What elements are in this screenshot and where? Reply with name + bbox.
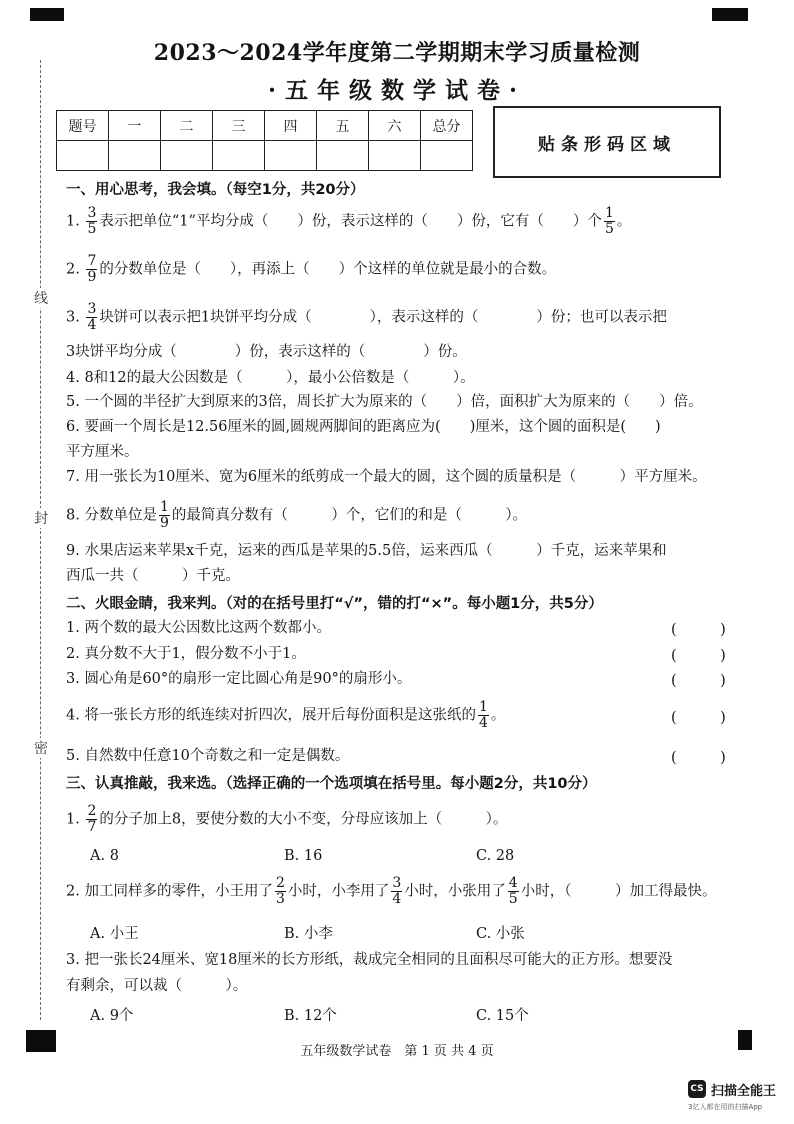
page-footer: 五年级数学试卷 第 1 页 共 4 页 xyxy=(300,1044,494,1059)
score-table-header: 一 xyxy=(109,111,161,141)
c1-number: 1. xyxy=(66,811,80,828)
denominator: 4 xyxy=(478,715,488,731)
fraction xyxy=(508,876,519,907)
fill-question-6-cont: 平方厘米。 xyxy=(66,444,139,460)
numerator: 1 xyxy=(159,499,169,515)
denominator: 4 xyxy=(392,891,402,907)
judge-question-2: 2. 真分数不大于1，假分数不小于1。 xyxy=(66,646,306,662)
fraction xyxy=(86,206,97,237)
q2-text: 的分数单位是（ ），再添上（ ）个这样的单位就是最小的合数。 xyxy=(99,261,557,278)
q2-number: 2. xyxy=(66,261,80,278)
q1-text: 表示把单位“1”平均分成（ ）份，表示这样的（ ）份，它有（ ）个 xyxy=(99,213,602,230)
numerator: 3 xyxy=(392,875,402,891)
choice-question-2 xyxy=(66,876,716,907)
scan-marker-top-left xyxy=(30,8,64,21)
answer-parens[interactable]: ( ) xyxy=(671,673,726,689)
fraction xyxy=(391,876,402,907)
fraction xyxy=(159,500,170,531)
denominator: 9 xyxy=(87,269,97,285)
fraction xyxy=(604,206,615,237)
denominator: 5 xyxy=(508,891,518,907)
score-cell[interactable] xyxy=(109,141,161,171)
score-table-header-row xyxy=(57,111,473,141)
scan-marker-top-right xyxy=(712,8,748,21)
choice-option-b[interactable]: B. 12个 xyxy=(284,1008,337,1024)
fill-question-6: 6. 要画一个周长是12.56厘米的圆,圆规两脚间的距离应为( )厘米，这个圆的面积是( ) xyxy=(66,419,661,435)
c2-text-2: 小时，小李用了 xyxy=(287,883,390,900)
c2-text-4: 小时，（ ）加工得最快。 xyxy=(520,883,717,900)
fraction xyxy=(478,700,489,731)
c1-text: 的分子加上8，要使分数的大小不变，分母应该加上（ ）。 xyxy=(99,811,508,828)
numerator: 4 xyxy=(508,875,518,891)
score-cell[interactable] xyxy=(369,141,421,171)
fraction xyxy=(275,876,286,907)
answer-parens[interactable]: ( ) xyxy=(671,750,726,766)
fill-question-9-cont: 西瓜一共（ ）千克。 xyxy=(66,568,240,584)
score-table-header: 三 xyxy=(213,111,265,141)
score-table-header: 二 xyxy=(161,111,213,141)
j4-text: 4. 将一张长方形的纸连续对折四次，展开后每份面积是这张纸的 xyxy=(66,707,476,724)
numerator: 7 xyxy=(87,253,97,269)
answer-parens[interactable]: ( ) xyxy=(671,622,726,638)
score-table-score-row xyxy=(57,141,473,171)
watermark-app-name: 扫描全能王 xyxy=(711,1084,777,1099)
choice-option-a[interactable]: A. 小王 xyxy=(90,926,139,942)
fill-question-7: 7. 用一张长为10厘米、宽为6厘米的纸剪成一个最大的圆，这个圆的质量积是（ ）平方厘米。 xyxy=(66,469,707,485)
binding-line xyxy=(40,60,41,1020)
judge-question-3: 3. 圆心角是60°的扇形一定比圆心角是90°的扇形小。 xyxy=(66,671,412,687)
j4-end: 。 xyxy=(490,707,506,724)
q8-text-end: 的最简真分数有（ ）个，它们的和是（ ）。 xyxy=(171,507,528,524)
q3-text: 块饼可以表示把1块饼平均分成（ ），表示这样的（ ）份；也可以表示把 xyxy=(99,309,667,326)
score-cell[interactable] xyxy=(265,141,317,171)
numerator: 2 xyxy=(275,875,285,891)
score-table-header: 六 xyxy=(369,111,421,141)
denominator: 9 xyxy=(159,515,169,531)
camscanner-logo-icon: CS xyxy=(688,1080,706,1098)
score-cell[interactable] xyxy=(317,141,369,171)
numerator: 1 xyxy=(478,699,488,715)
exam-subtitle: ·五年级数学试卷· xyxy=(267,77,526,104)
numerator: 3 xyxy=(87,205,97,221)
choice-question-3-cont: 有剩余，可以裁（ ）。 xyxy=(66,978,248,994)
fill-question-3 xyxy=(66,302,667,333)
c2-text-3: 小时，小张用了 xyxy=(404,883,506,900)
section-1-heading: 一、用心思考，我会填。（每空1分，共20分） xyxy=(66,182,365,198)
judge-question-1: 1. 两个数的最大公因数比这两个数都小。 xyxy=(66,620,331,636)
score-cell[interactable] xyxy=(421,141,473,171)
denominator: 4 xyxy=(87,317,97,333)
score-cell[interactable] xyxy=(57,141,109,171)
numerator: 1 xyxy=(604,205,614,221)
denominator: 5 xyxy=(87,221,97,237)
choice-option-b[interactable]: B. 16 xyxy=(284,848,323,864)
denominator: 3 xyxy=(275,891,285,907)
fraction xyxy=(86,254,97,285)
choice-option-c[interactable]: C. 小张 xyxy=(476,926,525,942)
fill-question-8 xyxy=(66,500,527,531)
fill-question-4: 4. 8和12的最大公因数是（ ），最小公倍数是（ ）。 xyxy=(66,370,475,386)
choice-question-3: 3. 把一张长24厘米、宽18厘米的长方形纸，裁成完全相同的且面积尽可能大的正方形。想要没 xyxy=(66,952,673,968)
choice-option-b[interactable]: B. 小李 xyxy=(284,926,333,942)
score-table-header: 题号 xyxy=(57,111,109,141)
c2-text-1: 2. 加工同样多的零件，小王用了 xyxy=(66,883,273,900)
numerator: 2 xyxy=(87,803,97,819)
choice-question-1 xyxy=(66,804,507,835)
fill-question-5: 5. 一个圆的半径扩大到原来的3倍，周长扩大为原来的（ ）倍，面积扩大为原来的（ ）倍。 xyxy=(66,394,703,410)
binding-label-seal: 封 xyxy=(34,508,48,528)
barcode-area xyxy=(493,106,721,178)
binding-label-secret: 密 xyxy=(34,738,48,758)
section-2-heading: 二、火眼金睛，我来判。（对的在括号里打“√”，错的打“×”。每小题1分，共5分） xyxy=(66,596,603,612)
section-3-heading: 三、认真推敲，我来选。（选择正确的一个选项填在括号里。每小题2分，共10分） xyxy=(66,776,597,792)
score-cell[interactable] xyxy=(161,141,213,171)
exam-title: 2023～2024学年度第二学期期末学习质量检测 xyxy=(153,40,641,66)
score-table-header: 五 xyxy=(317,111,369,141)
barcode-label: 贴条形码区域 xyxy=(538,134,676,155)
fraction xyxy=(86,302,97,333)
numerator: 3 xyxy=(87,301,97,317)
fill-question-1 xyxy=(66,206,631,237)
choice-option-c[interactable]: C. 28 xyxy=(476,848,515,864)
judge-question-5: 5. 自然数中任意10个奇数之和一定是偶数。 xyxy=(66,748,350,764)
fill-question-9: 9. 水果店运来苹果x千克，运来的西瓜是苹果的5.5倍，运来西瓜（ ）千克，运来苹果和 xyxy=(66,543,667,559)
q1-number: 1. xyxy=(66,213,80,230)
choice-option-c[interactable]: C. 15个 xyxy=(476,1008,529,1024)
q1-end: 。 xyxy=(616,213,632,230)
score-table xyxy=(56,110,473,171)
fill-question-2 xyxy=(66,254,556,285)
q8-text-start: 8. 分数单位是 xyxy=(66,507,157,524)
answer-parens[interactable]: ( ) xyxy=(671,710,726,726)
fraction xyxy=(86,804,97,835)
denominator: 5 xyxy=(604,221,614,237)
judge-question-4 xyxy=(66,700,505,731)
q3-number: 3. xyxy=(66,309,80,326)
choice-option-a[interactable]: A. 8 xyxy=(90,848,119,864)
score-cell[interactable] xyxy=(213,141,265,171)
binding-label-line: 线 xyxy=(34,288,48,308)
score-table-header: 总分 xyxy=(421,111,473,141)
fill-question-3-cont: 3块饼平均分成（ ）份，表示这样的（ ）份。 xyxy=(66,344,467,360)
answer-parens[interactable]: ( ) xyxy=(671,648,726,664)
score-table-header: 四 xyxy=(265,111,317,141)
denominator: 7 xyxy=(87,819,97,835)
watermark-tagline: 3亿人都在用的扫描App xyxy=(688,1103,763,1111)
choice-option-a[interactable]: A. 9个 xyxy=(90,1008,134,1024)
